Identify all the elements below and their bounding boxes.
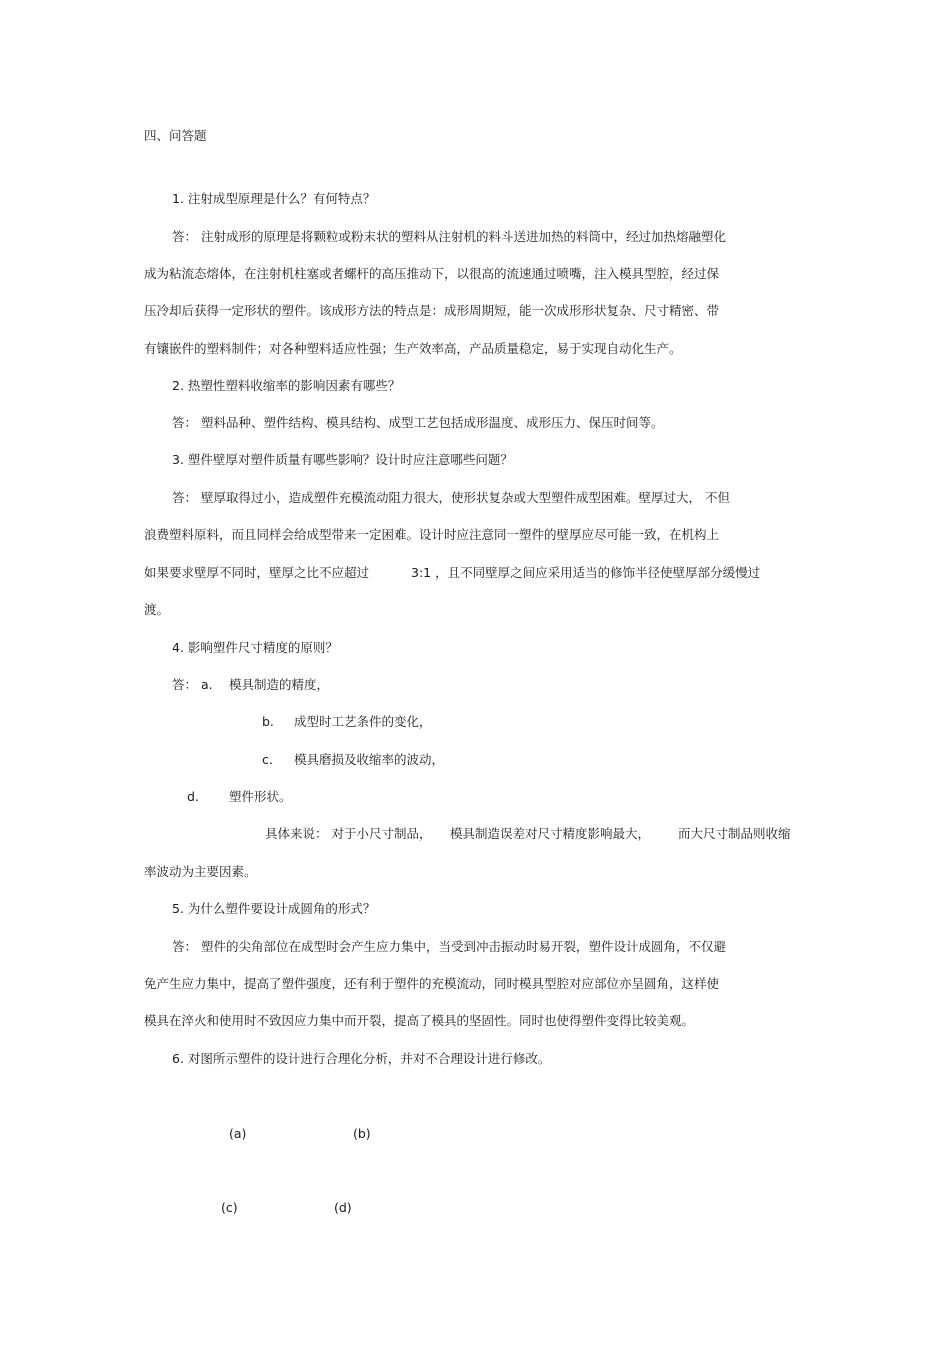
- answer-4-detail-part-1: 具体来说： 对于小尺寸制品，: [265, 826, 432, 841]
- figure-label-d: (d): [334, 1200, 352, 1215]
- question-2: 2. 热塑性塑料收缩率的影响因素有哪些？: [172, 378, 401, 393]
- figure-label-b: (b): [353, 1126, 371, 1141]
- answer-4-item-c: 模具磨损及收缩率的波动，: [294, 752, 445, 767]
- answer-4-item-d-label: d.: [187, 789, 199, 804]
- answer-4-detail-part-3: 而大尺寸制品则收缩: [678, 826, 791, 841]
- answer-4-prefix: 答： a.: [172, 677, 213, 692]
- answer-1-line-3: 压冷却后获得一定形状的塑件。该成形方法的特点是：成形周期短，能一次成形形状复杂、尺寸精密、带: [144, 303, 720, 318]
- answer-3-line-3: 如果要求壁厚不同时，壁厚之比不应超过: [144, 565, 370, 580]
- answer-5-line-1: 答： 塑件的尖角部位在成型时会产生应力集中，当受到冲击振动时易开裂，塑件设计成圆角，不仅避: [172, 939, 726, 954]
- answer-4-item-a: 模具制造的精度，: [229, 677, 330, 692]
- answer-3-line-2: 浪费塑料原料，而且同样会给成型带来一定困难。设计时应注意同一塑件的壁厚应尽可能一致，在机构上: [144, 527, 720, 542]
- answer-2-line-1: 答： 塑料品种、塑件结构、模具结构、成型工艺包括成形温度、成形压力、保压时间等。: [172, 415, 664, 430]
- answer-1-line-1: 答： 注射成形的原理是将颗粒或粉末状的塑料从注射机的料斗送进加热的料筒中，经过加热熔融塑化: [172, 229, 726, 244]
- answer-3-line-4: 渡。: [144, 602, 170, 617]
- figure-label-a: (a): [229, 1126, 247, 1141]
- answer-1-line-4: 有镶嵌件的塑料制件；对各种塑料适应性强；生产效率高，产品质量稳定，易于实现自动化生产。: [144, 341, 682, 356]
- answer-5-line-3: 模具在淬火和使用时不致因应力集中而开裂，提高了模具的坚固性。同时也使得塑件变得比较美观。: [144, 1013, 695, 1028]
- answer-4-item-b: 成型时工艺条件的变化，: [294, 714, 432, 729]
- answer-1-line-2: 成为粘流态熔体，在注射机柱塞或者螺杆的高压推动下，以很高的流速通过喷嘴，注入模具型腔，经过保: [144, 266, 720, 281]
- answer-3-line-1: 答： 壁厚取得过小，造成塑件充模流动阻力很大，使形状复杂或大型塑件成型困难。壁厚过大， 不但: [172, 490, 730, 505]
- answer-4-item-b-label: b.: [262, 714, 274, 729]
- answer-4-item-d: 塑件形状。: [229, 789, 292, 804]
- section-title: 四、问答题: [144, 128, 207, 143]
- question-3: 3. 塑件壁厚对塑件质量有哪些影响？设计时应注意哪些问题？: [172, 452, 513, 467]
- answer-4-detail-part-2: 模具制造误差对尺寸精度影响最大，: [450, 826, 651, 841]
- question-6: 6. 对图所示塑件的设计进行合理化分析，并对不合理设计进行修改。: [172, 1051, 551, 1066]
- answer-4-detail-line-2: 率波动为主要因素。: [144, 864, 257, 879]
- figure-label-c: (c): [221, 1200, 238, 1215]
- question-5: 5. 为什么塑件要设计成圆角的形式？: [172, 901, 376, 916]
- answer-5-line-2: 免产生应力集中，提高了塑件强度，还有利于塑件的充模流动，同时模具型腔对应部位亦呈圆角，这样使: [144, 976, 720, 991]
- answer-3-ratio: 3:1 ，且不同壁厚之间应采用适当的修饰半径使壁厚部分缓慢过: [411, 565, 761, 580]
- question-1: 1. 注射成型原理是什么？有何特点？: [172, 191, 376, 206]
- question-4: 4. 影响塑件尺寸精度的原则？: [172, 640, 338, 655]
- answer-4-item-c-label: c.: [262, 752, 273, 767]
